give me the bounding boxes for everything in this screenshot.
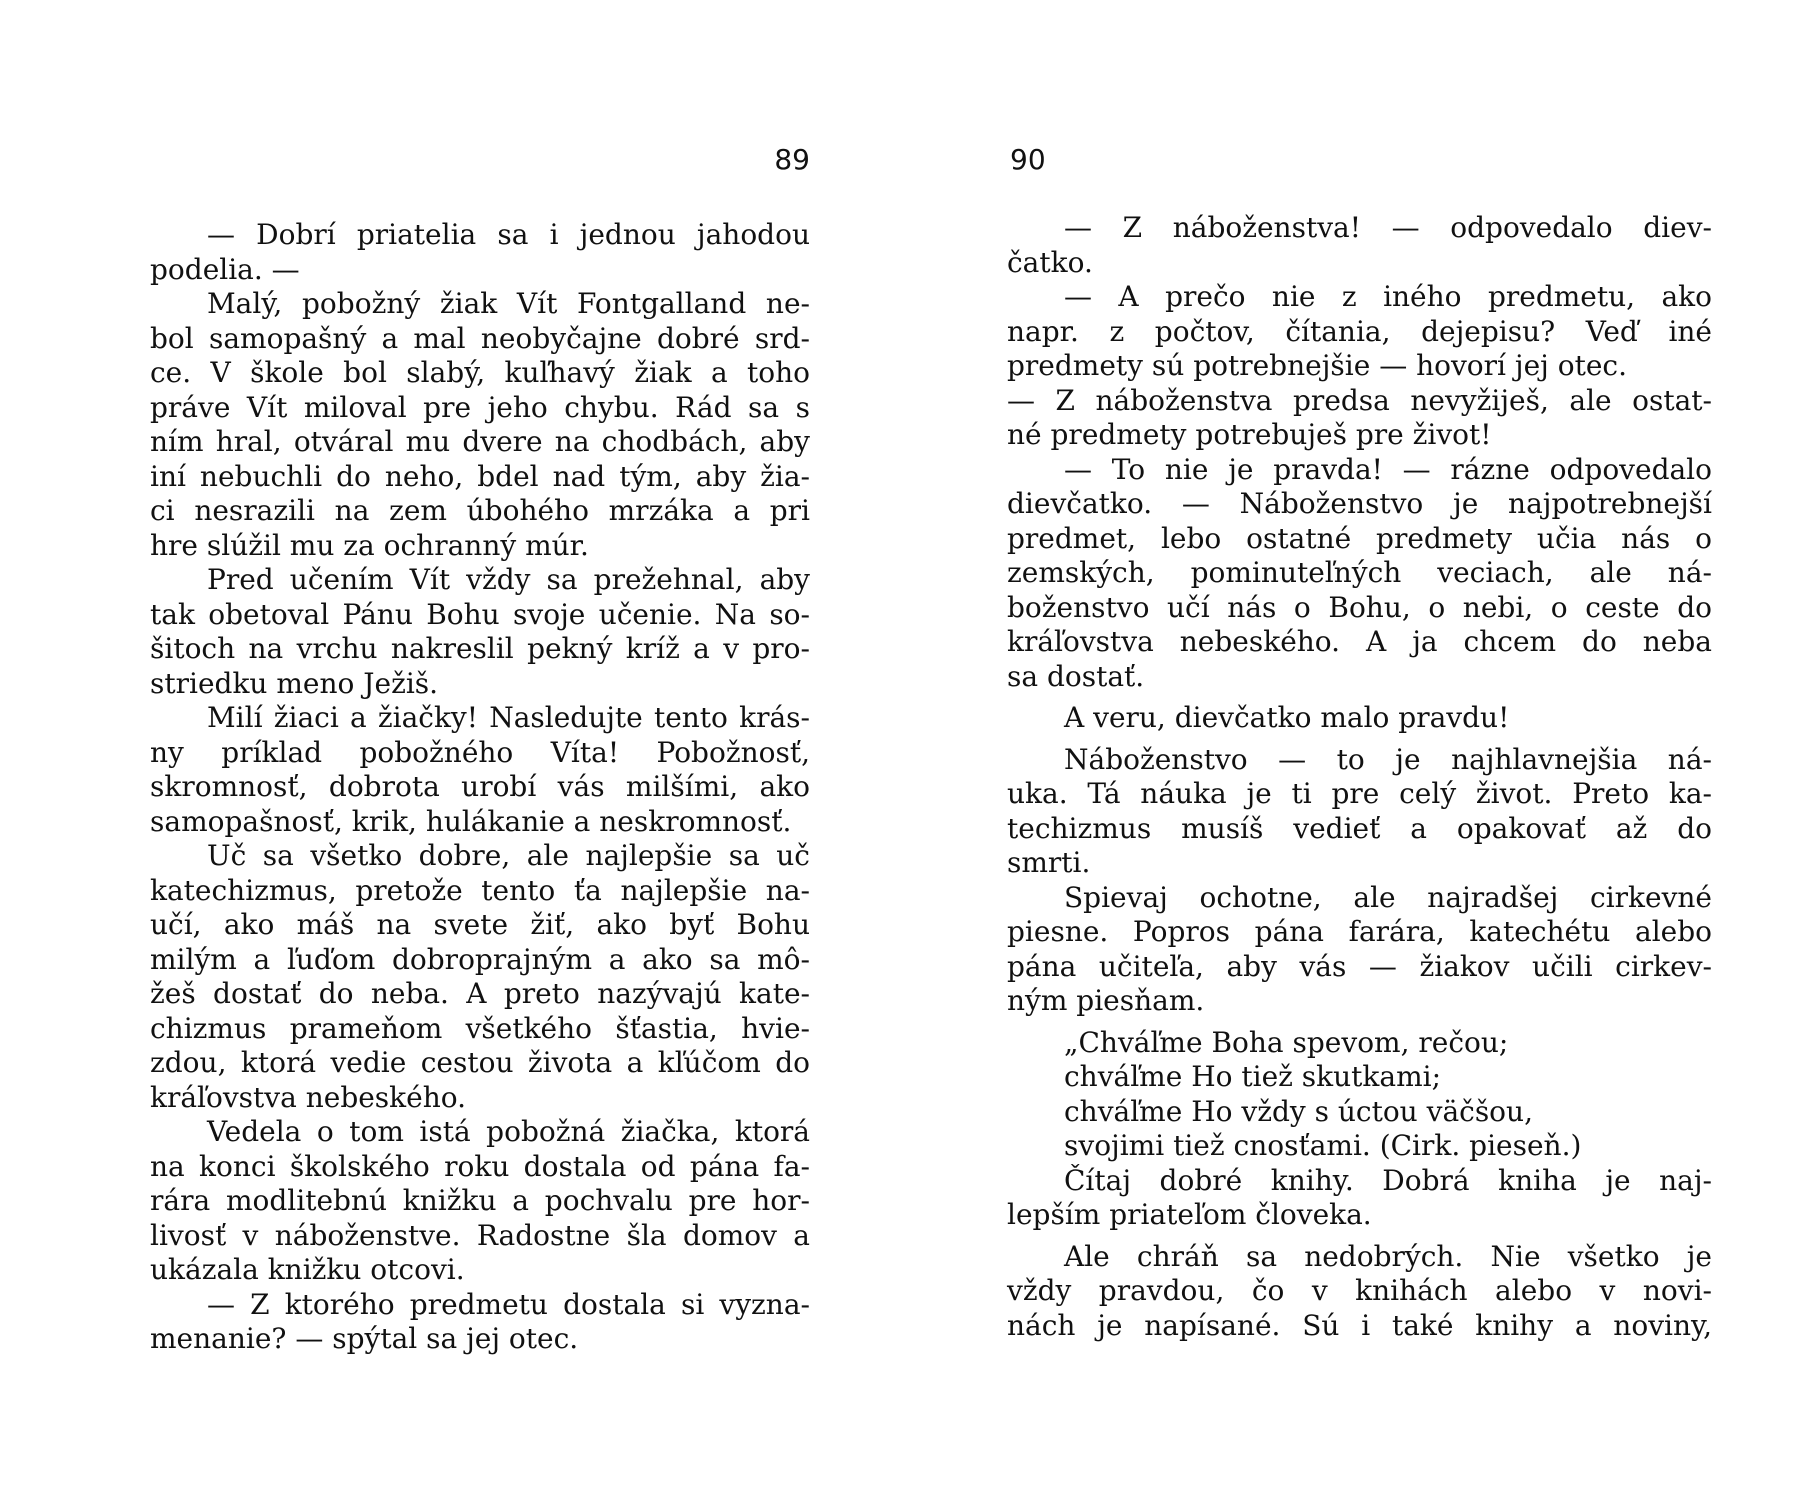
text-line: smrti.	[1007, 846, 1091, 879]
text-line: ným piesňam.	[1007, 984, 1205, 1017]
text-line: vždy pravdou, čo v knihách alebo v novi-	[1007, 1274, 1712, 1307]
text-line: skromnosť, dobrota urobí vás milšími, ako	[150, 770, 810, 803]
text-line: katechizmus, pretože tento ťa najlepšie na-	[150, 873, 810, 907]
text-line: bol samopašný a mal neobyčajne dobré srd-	[150, 321, 810, 355]
text-line: piesne. Popros pána farára, katechétu alebo	[1007, 915, 1712, 948]
page-number: 90	[1010, 143, 1046, 176]
text-line: ním hral, otváral mu dvere na chodbách, aby	[150, 425, 810, 458]
text-line: učí, ako máš na svete žiť, ako byť Bohu	[150, 908, 810, 941]
text-line: — Z náboženstva predsa nevyžiješ, ale ostat-	[1007, 383, 1712, 417]
text-line: pána učiteľa, aby vás — žiakov učili cirkev-	[1007, 949, 1712, 983]
text-line: — Dobrí priatelia sa i jednou jahodou	[207, 218, 810, 251]
text-line: nách je napísané. Sú i také knihy a noviny,	[1007, 1308, 1712, 1342]
verse-line: chváľme Ho tiež skutkami;	[1064, 1060, 1442, 1093]
page-number: 89	[774, 143, 810, 176]
text-line: milým a ľuďom dobroprajným a ako sa mô-	[150, 942, 810, 976]
text-line: A veru, dievčatko malo pravdu!	[1064, 701, 1510, 734]
text-line: Ale chráň sa nedobrých. Nie všetko je	[1064, 1239, 1712, 1273]
text-line: podelia. —	[150, 252, 300, 286]
text-line: lepším priateľom človeka.	[1007, 1198, 1372, 1231]
verse-line: „Chváľme Boha spevom, rečou;	[1064, 1025, 1509, 1059]
text-line: — A prečo nie z iného predmetu, ako	[1064, 280, 1712, 313]
text-line: Malý, pobožný žiak Vít Fontgalland ne-	[207, 287, 810, 320]
left-page	[150, 0, 810, 1500]
verse-line: chváľme Ho vždy s úctou väčšou,	[1064, 1094, 1533, 1128]
text-line: Milí žiaci a žiačky! Nasledujte tento krás-	[207, 701, 810, 734]
page-text	[1007, 211, 1712, 1343]
text-line: ci nesrazili na zem úbohého mrzáka a pri	[150, 494, 810, 527]
text-line: — Z náboženstva! — odpovedalo diev-	[1064, 211, 1712, 244]
text-line: napr. z počtov, čítania, dejepisu? Veď iné	[1007, 314, 1712, 348]
text-line: chizmus prameňom všetkého šťastia, hvie-	[150, 1011, 810, 1045]
page-text	[150, 218, 810, 1357]
text-line: šitoch na vrchu nakreslil pekný kríž a v pro-	[150, 632, 810, 665]
text-line: samopašnosť, krik, hulákanie a neskromnosť.	[150, 804, 792, 838]
verse-line: svojimi tiež cnosťami. (Cirk. pieseň.)	[1064, 1129, 1582, 1162]
text-line: striedku meno Ježiš.	[150, 666, 439, 700]
right-page	[1007, 0, 1712, 1500]
text-line: predmety sú potrebnejšie — hovorí jej otec.	[1007, 349, 1627, 382]
text-line: boženstvo učí nás o Bohu, o nebi, o ceste do	[1007, 590, 1712, 624]
text-line: práve Vít miloval pre jeho chybu. Rád sa s	[150, 390, 810, 424]
text-line: techizmus musíš vedieť a opakovať až do	[1007, 811, 1712, 845]
text-line: Náboženstvo — to je najhlavnejšia ná-	[1064, 742, 1712, 776]
text-line: Pred učením Vít vždy sa prežehnal, aby	[207, 563, 810, 596]
text-line: Vedela o tom istá pobožná žiačka, ktorá	[207, 1115, 810, 1148]
text-line: čatko.	[1007, 245, 1093, 279]
text-line: iní nebuchli do neho, bdel nad tým, aby žia-	[150, 459, 810, 493]
text-line: Uč sa všetko dobre, ale najlepšie sa uč	[207, 839, 810, 872]
text-line: na konci školského roku dostala od pána fa-	[150, 1149, 810, 1183]
text-line: dievčatko. — Náboženstvo je najpotrebnejší	[1007, 487, 1712, 520]
text-line: ny príklad pobožného Víta! Pobožnosť,	[150, 735, 810, 769]
text-line: rára modlitebnú knižku a pochvalu pre hor-	[150, 1184, 810, 1217]
text-line: Čítaj dobré knihy. Dobrá kniha je naj-	[1064, 1163, 1712, 1197]
text-line: kráľovstva nebeského. A ja chcem do neba	[1007, 625, 1712, 658]
text-line: žeš dostať do neba. A preto nazývajú kate-	[150, 977, 810, 1010]
text-line: — To nie je pravda! — rázne odpovedalo	[1064, 452, 1712, 486]
text-line: kráľovstva nebeského.	[150, 1080, 467, 1114]
text-line: ce. V škole bol slabý, kuľhavý žiak a toho	[150, 356, 810, 389]
text-line: uka. Tá náuka je ti pre celý život. Preto ka-	[1007, 777, 1712, 810]
text-line: hre slúžil mu za ochranný múr.	[150, 528, 589, 562]
text-line: predmet, lebo ostatné predmety učia nás o	[1007, 521, 1712, 555]
text-line: menanie? — spýtal sa jej otec.	[150, 1322, 579, 1355]
text-line: tak obetoval Pánu Bohu svoje učenie. Na so-	[150, 597, 810, 631]
text-line: ukázala knižku otcovi.	[150, 1253, 465, 1286]
text-line: sa dostať.	[1007, 659, 1145, 693]
text-line: Spievaj ochotne, ale najradšej cirkevné	[1064, 880, 1712, 914]
text-line: — Z ktorého predmetu dostala si vyzna-	[207, 1287, 810, 1321]
text-line: né predmety potrebuješ pre život!	[1007, 418, 1492, 451]
text-line: livosť v náboženstve. Radostne šla domov a	[150, 1218, 810, 1252]
text-line: zdou, ktorá vedie cestou života a kľúčom do	[150, 1046, 810, 1079]
text-line: zemských, pominuteľných veciach, ale ná-	[1007, 556, 1712, 589]
